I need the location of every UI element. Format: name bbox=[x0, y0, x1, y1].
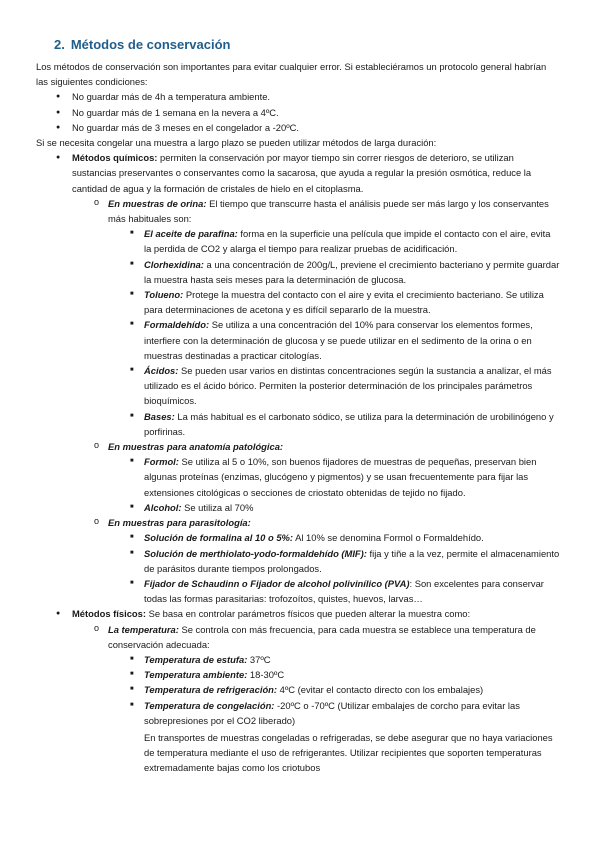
chemical-subsections bbox=[72, 196, 560, 606]
preservative-text: a una concentración de 200g/L, previene el crecimiento bacteriano y permite guardar la muestra hasta seis meses para la determinación de glucosa. bbox=[144, 258, 560, 285]
chemical-methods-item bbox=[36, 150, 560, 606]
preservative-term: Formaldehído: bbox=[144, 319, 210, 331]
parasitology-samples-item bbox=[72, 515, 560, 606]
preservative-item bbox=[108, 287, 560, 317]
temperature-entry-term: Temperatura de refrigeración: bbox=[144, 684, 278, 696]
parasitology-term: En muestras para parasitología: bbox=[108, 517, 251, 529]
urine-text: El tiempo que transcurre hasta el análisis puede ser más largo y los conservantes más habituales son: bbox=[108, 197, 549, 225]
preservative-text: forma en la superficie una película que impide el contacto con el aire, evita la perdida de CO2 y alarga el tiempo para realizar pruebas de acidificación. bbox=[144, 228, 551, 255]
preservative-term: Tolueno: bbox=[144, 289, 184, 301]
fixative-item bbox=[108, 546, 560, 576]
preservative-term: El aceite de parafina: bbox=[144, 228, 238, 240]
preservative-item bbox=[108, 257, 560, 287]
preservative-term: Bases: bbox=[144, 410, 175, 422]
preservative-text: Protege la muestra del contacto con el aire y evita el crecimiento bacteriano. Se utiliza para determinaciones de acetona y es difícil separarlo de la muestra. bbox=[144, 289, 544, 316]
fixative-term: Alcohol: bbox=[144, 501, 182, 513]
fixative-item bbox=[108, 530, 560, 545]
intro-paragraph: Los métodos de conservación son importantes para evitar cualquier error. Si estableciéramos un protocolo general habrían las siguientes condiciones: bbox=[36, 61, 547, 88]
fixative-text: Al 10% se denomina Formol o Formaldehído. bbox=[293, 532, 484, 544]
temperature-item bbox=[72, 622, 560, 776]
fixative-text: : Son excelentes para conservar todas las formas parasitarias: trofozoítos, quistes, huevos, larvas… bbox=[144, 577, 544, 605]
physical-methods-text: Se basa en controlar parámetros físicos que pueden alterar la muestra como: bbox=[145, 608, 471, 620]
fixative-item bbox=[108, 454, 560, 500]
conditions-list bbox=[36, 89, 560, 135]
urine-preservatives-list bbox=[108, 226, 560, 439]
pathology-fixatives-list bbox=[108, 454, 560, 515]
preservative-text: Se pueden usar varios en distintas concentraciones según la sustancia a analizar, el más utilizado es el ácido bórico. Permiten la posterior determinación de los principales parámetros bioquímicos. bbox=[144, 365, 552, 407]
fixative-term: Formol: bbox=[144, 456, 179, 468]
section-title bbox=[54, 37, 560, 53]
temperature-entry bbox=[108, 682, 560, 697]
fixative-term: Solución de merthiolato-yodo-formaldehído (MIF): bbox=[144, 547, 367, 559]
fixative-item bbox=[108, 500, 560, 515]
temperature-entry-text: 4ºC (evitar el contacto directo con los embalajes) bbox=[277, 684, 484, 696]
fixative-term: Fijador de Schaudinn o Fijador de alcohol polivinílico (PVA) bbox=[144, 577, 410, 589]
temperature-entry bbox=[108, 698, 560, 728]
condition-item: ● No guardar más de 4h a temperatura ambiente. bbox=[36, 89, 560, 104]
fixative-text: fija y tiñe a la vez, permite el almacenamiento de parásitos durante tiempos prolongados. bbox=[144, 547, 560, 574]
temperature-entry bbox=[108, 652, 560, 667]
condition-item: ● No guardar más de 1 semana en la nevera a 4ºC. bbox=[36, 105, 560, 120]
pathology-term: En muestras para anatomía patológica: bbox=[108, 441, 284, 453]
preservative-item bbox=[108, 409, 560, 439]
temperature-entry-term: Temperatura de estufa: bbox=[144, 653, 248, 665]
fixative-term: Solución de formalina al 10 o 5%: bbox=[144, 532, 293, 544]
parasitology-fixatives-list bbox=[108, 530, 560, 606]
preservative-item bbox=[108, 317, 560, 363]
temperature-entry-text: 18-30ºC bbox=[247, 669, 285, 681]
physical-methods-term: Métodos físicos: bbox=[72, 608, 146, 620]
long-term-paragraph: Si se necesita congelar una muestra a largo plazo se pueden utilizar métodos de larga duración: bbox=[36, 137, 437, 149]
physical-subsections bbox=[72, 622, 560, 776]
temperature-entry-term: Temperatura ambiente: bbox=[144, 669, 248, 681]
temperature-entry-text: -20ºC o -70ºC (Utilizar embalajes de corcho para evitar las sobrepresiones por el CO2 liberado) bbox=[144, 699, 520, 726]
preservative-item bbox=[108, 226, 560, 256]
chemical-methods-term: Métodos químicos: bbox=[72, 152, 158, 164]
temperature-text: Se controla con más frecuencia, para cada muestra se establece una temperatura de conservación adecuada: bbox=[108, 623, 536, 650]
chemical-methods-text: permiten la conservación por mayor tiempo sin correr riesgos de deterioro, se utilizan sustancias preservantes o conservantes como la sacarosa, que ayuda a regular la presión osmótica, reduce la cantidad de agua y la formación de cristales de hielo en el citoplasma. bbox=[72, 152, 532, 194]
physical-methods-item bbox=[36, 606, 560, 775]
temperature-entry-text: 37ºC bbox=[247, 653, 271, 665]
section-number: 2. bbox=[54, 37, 65, 52]
urine-samples-item bbox=[72, 196, 560, 439]
fixative-text: Se utiliza al 5 o 10%, son buenos fijadores de muestras de pequeñas, preservan bien algunas proteínas (enzimas, glucógeno y pigmentos) y se usan frecuentemente para fijar las extensiones citológicas o secciones de criostato obtenidas de tejido no fijado. bbox=[144, 456, 537, 498]
fixative-text: Se utiliza al 70% bbox=[181, 501, 254, 513]
transport-note: En transportes de muestras congeladas o refrigeradas, se debe asegurar que no haya variaciones de temperatura mediante el uso de refrigerantes. Utilizar recipientes que soporten temperaturas extremadamente bajas como los criotubos bbox=[144, 731, 553, 774]
methods-list bbox=[36, 150, 560, 775]
preservative-item bbox=[108, 363, 560, 409]
temperature-list bbox=[108, 652, 560, 728]
preservative-text: La más habitual es el carbonato sódico, se utiliza para la determinación de urobilinógeno y porfirinas. bbox=[144, 410, 554, 437]
preservative-term: Ácidos: bbox=[144, 365, 179, 377]
urine-term: En muestras de orina: bbox=[108, 197, 207, 209]
preservative-text: Se utiliza a una concentración del 10% para conservar los elementos formes, interfiere con la determinación de glucosa y se puede utilizar en el sedimento de la orina o en muestras destinadas a practicar citologías. bbox=[144, 319, 533, 361]
temperature-entry-term: Temperatura de congelación: bbox=[144, 699, 275, 711]
fixative-item bbox=[108, 576, 560, 606]
temperature-entry bbox=[108, 667, 560, 682]
temperature-term: La temperatura: bbox=[108, 623, 179, 635]
condition-item: ● No guardar más de 3 meses en el congelador a -20ºC. bbox=[36, 120, 560, 135]
pathology-samples-item bbox=[72, 439, 560, 515]
preservative-term: Clorhexidina: bbox=[144, 258, 204, 270]
section-title-text: Métodos de conservación bbox=[70, 37, 231, 52]
